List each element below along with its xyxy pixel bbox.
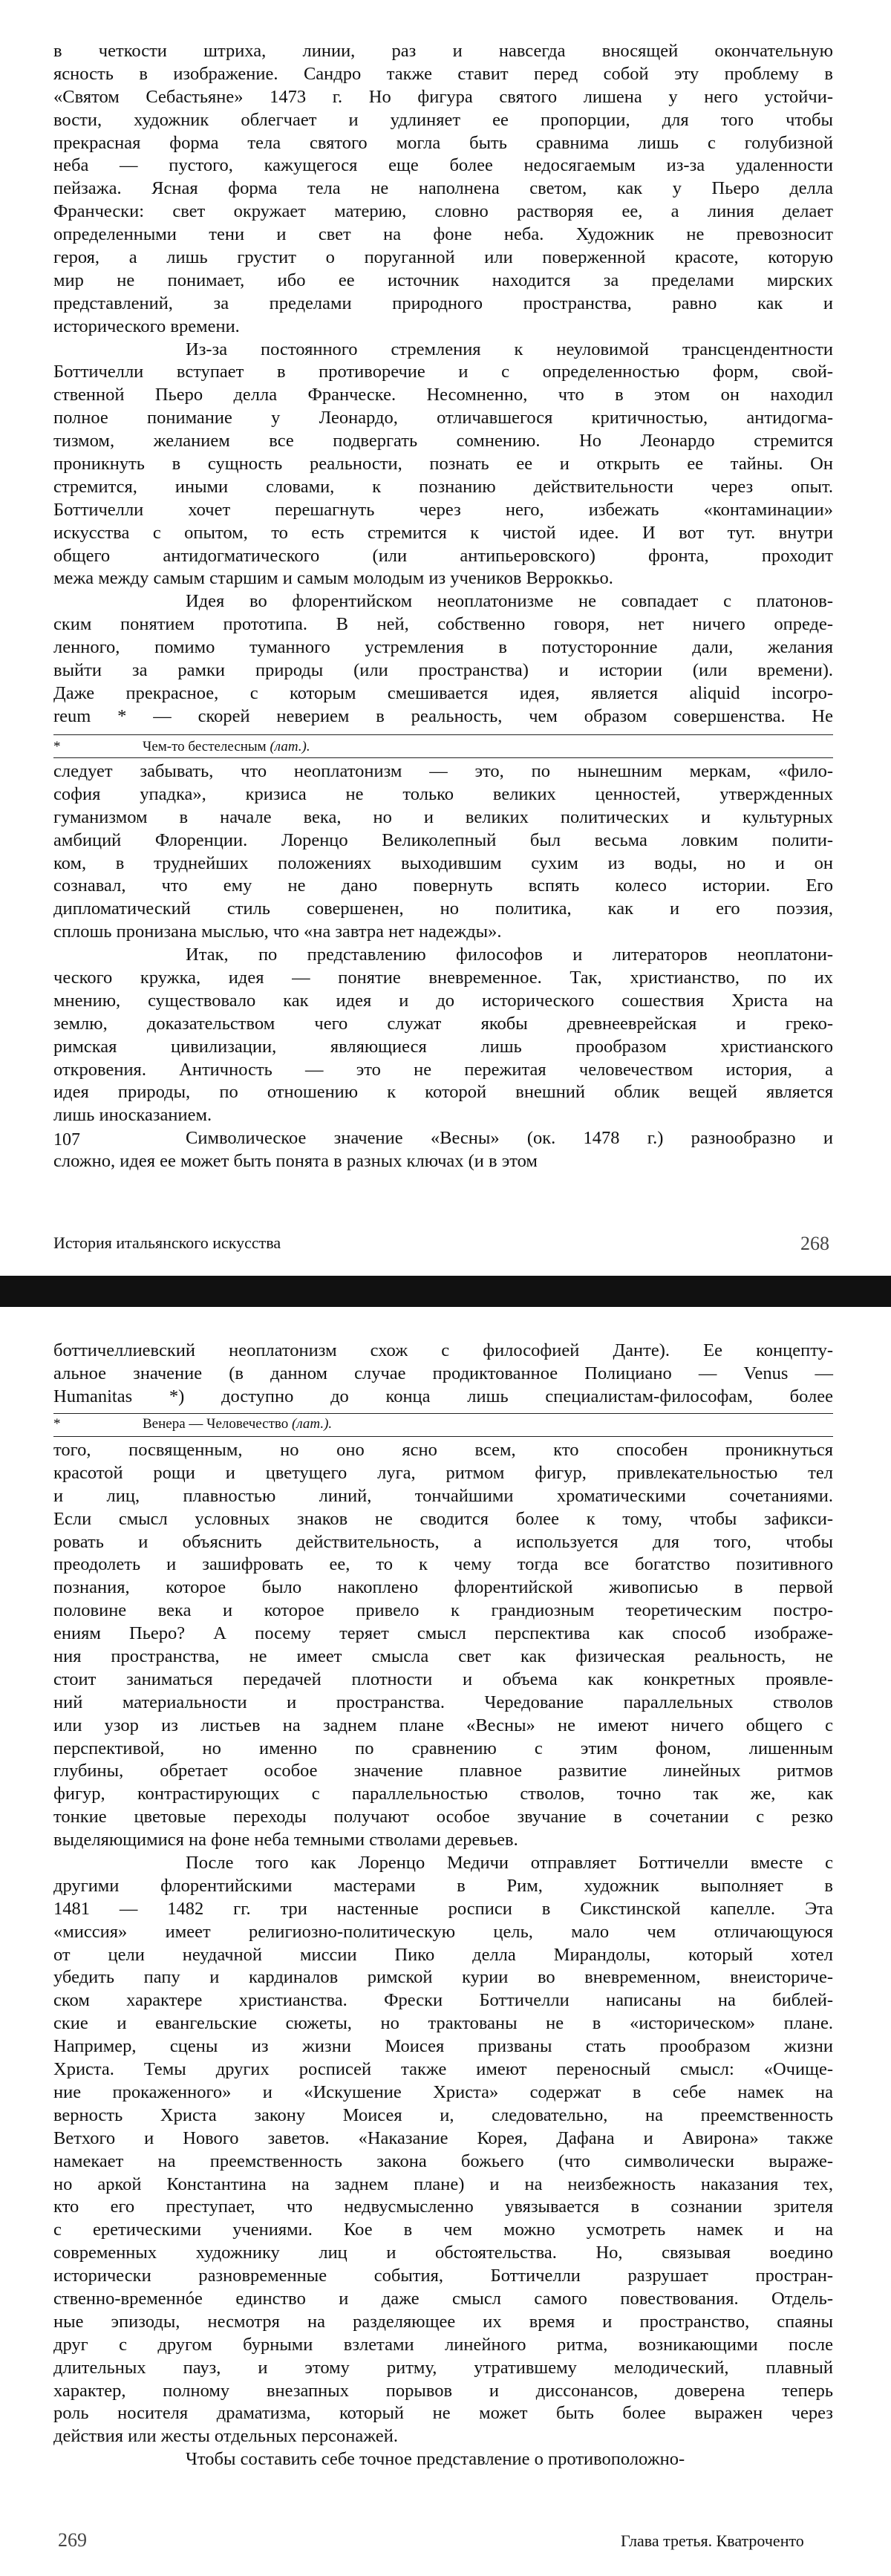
text-line: роль носителя драматизма, который не может быть более выражен через (53, 2403, 833, 2424)
text-line: но аркой Константина на заднем плане) и на неизбежность наказания тех, (53, 2174, 833, 2194)
text-line: красотой рощи и цветущего луга, ритмом фигур, привлекательностью тел (53, 1462, 833, 1483)
text-line: намекает на преемственность закона божьего (что символически выраже- (53, 2151, 833, 2171)
text-line: гуманизмом в начале века, но и великих политических и культурных (53, 806, 833, 827)
text-line: современных художнику лиц и обстоятельства. Но, связывая воедино (53, 2243, 833, 2263)
text-line: сплошь пронизана мыслью, что «на завтра нет надежды». (53, 922, 502, 942)
text-line: верность Христа закону Моисея и, следовательно, на преемственность (53, 2104, 833, 2125)
text-line: римская цивилизации, являющиеся лишь прообразом христианского (53, 1036, 833, 1057)
text-line: того, посвященным, но оно ясно всем, кто способен проникнуться (53, 1440, 833, 1460)
text-line: ния пространства, не имеет смысла свет как физическая реальность, не (53, 1646, 833, 1667)
footnote-divider (53, 757, 833, 758)
text-line: длительных пауз, и этому ритму, утратившему мелодический, плавный (53, 2357, 833, 2378)
text-line: Даже прекрасное, с которым смешивается идея, является aliquid incorpo- (53, 682, 833, 703)
text-line: представлений, за пределами природного пространства, равно как и (53, 293, 833, 313)
text-line: пейзажа. Ясная форма тела не наполнена светом, как у Пьеро делла (53, 178, 833, 199)
running-title: История итальянского искусства (53, 1233, 281, 1252)
footnote-mark: * (53, 1416, 61, 1432)
text-line: лишь иносказанием. (53, 1105, 212, 1126)
text-line: искусства с опытом, то есть стремится к чистой идее. И вот тут. внутри (53, 522, 833, 543)
page-number: 269 (58, 2529, 87, 2551)
text-line: Итак, по представлению философов и литераторов неоплатони- (186, 945, 833, 965)
text-line: друг с другом бурными взлетами линейного ритма, возникающими после (53, 2334, 833, 2355)
text-line: перспективой, но именно по сравнению с этим фоном, лишенным (53, 1738, 833, 1758)
text-line: ние прокаженного» и «Искушение Христа» содержат в себе намек на (53, 2081, 833, 2102)
footnote (53, 1415, 332, 1433)
text-line: следует забывать, что неоплатонизм — это, по нынешним меркам, «фило- (53, 761, 833, 781)
text-line: ственно-временнóе единство и даже смысл самого повествования. Отдель- (53, 2288, 833, 2309)
text-line: и лиц, плавностью линий, тончайшими хроматическими сочетаниями. (53, 1485, 833, 1506)
text-line: ные эпизоды, несмотря на разделяющее их время и пространство, спаяны (53, 2311, 833, 2332)
text-line: героя, а лишь грустит о поруганной или поверженной красоте, которую (53, 247, 833, 268)
text-line: амбиций Флоренции. Лоренцо Великолепный был весьма ловким полити- (53, 829, 833, 850)
footnote-divider (53, 1413, 833, 1414)
text-line: общего антидогматического (или антипьеровского) фронта, проходит (53, 545, 833, 566)
text-line: ком, в труднейших положениях выходившим сухим из воды, но и он (53, 852, 833, 873)
text-line: познания, которое было накоплено флорентийской живописью в первой (53, 1577, 833, 1598)
footnote-lang: (лат.). (292, 1416, 333, 1432)
text-line: мнению, существовало как идея и до исторического сошествия Христа на (53, 990, 833, 1011)
text-line: выйти за рамки природы (или пространства) и истории (или времени). (53, 660, 833, 681)
text-line: Humanitas *) доступно до конца лишь специалистам-философам, более (53, 1386, 833, 1406)
text-line: идея природы, по отношению к которой внешний облик вещей является (53, 1082, 833, 1103)
text-line: или узор из листьев на заднем плане «Весны» не имеют ничего общего с (53, 1715, 833, 1735)
footnote (53, 738, 310, 756)
text-line: Символическое значение «Весны» (ок. 1478 г.) разнообразно и (186, 1128, 833, 1149)
text-line: землю, доказательством чего служат якобы древнееврейская и греко- (53, 1013, 833, 1034)
text-line: ческого кружка, идея — понятие вневременное. Так, христианство, по их (53, 968, 833, 988)
text-line: боттичеллиевский неоплатонизм схож с философией Данте). Ее концепту- (53, 1340, 833, 1360)
text-line: 1481 — 1482 гг. три настенные росписи в Сикстинской капелле. Эта (53, 1898, 833, 1919)
text-line: сложно, идея ее может быть понята в разных ключах (и в этом (53, 1151, 538, 1172)
text-line: Например, сцены из жизни Моисея призваны стать прообразом жизни (53, 2036, 833, 2057)
text-line: выделяющимися на фоне неба темными стволами деревьев. (53, 1830, 518, 1851)
footnote-mark: * (53, 739, 61, 754)
book-page-269 (0, 1307, 891, 2576)
text-line: Ветхого и Нового заветов. «Наказание Корея, Дафана и Авирона» также (53, 2127, 833, 2148)
text-line: ленного, помимо туманного устремления в потусторонние дали, желания (53, 637, 833, 658)
text-line: Из-за постоянного стремления к неуловимой трансцендентности (186, 339, 833, 359)
text-line: исторически разновременные события, Боттичелли разрушает простран- (53, 2266, 833, 2286)
text-line: стоит заниматься передачей плотности и объема как конкретных проявле- (53, 1669, 833, 1689)
main-text-top (53, 1340, 833, 1409)
main-text-continued (53, 1439, 833, 2471)
margin-number: 107 (53, 1130, 80, 1150)
text-line: После того как Лоренцо Медичи отправляет Боттичелли вместе с (186, 1853, 833, 1874)
text-line: от цели неудачной миссии Пико делла Мирандолы, который хотел (53, 1944, 833, 1965)
text-line: характер, полному внезапных порывов и диссонансов, доверена теперь (53, 2380, 833, 2401)
page-number: 268 (800, 1233, 829, 1254)
text-line: тизмом, желанием все подвергать сомнению. Но Леонардо стремится (53, 431, 833, 451)
text-line: исторического времени. (53, 316, 240, 336)
footnote-text: Чем-то бестелесным (143, 739, 267, 754)
text-line: ском характере христианства. Фрески Боттичелли написаны на библей- (53, 1990, 833, 2011)
text-line: полное понимание у Леонардо, отличавшегося критичностью, антидогма- (53, 408, 833, 428)
text-line: межа между самым старшим и самым молодым из учеников Верроккьо. (53, 568, 613, 589)
text-line: действия или жесты отдельных персонажей. (53, 2426, 398, 2447)
text-line: Христа. Темы других росписей также имеют переносный смысл: «Очище- (53, 2059, 833, 2080)
text-line: мир не понимает, ибо ее источник находится за пределами мирских (53, 270, 833, 290)
text-line: вости, художник облегчает и удлиняет ее пропорции, для того чтобы (53, 109, 833, 130)
footnote-divider (53, 1436, 833, 1437)
text-line: тонкие цветовые переходы получают особое звучание в сочетании с резко (53, 1807, 833, 1827)
text-line: ственной Пьеро делла Франческе. Несомненно, что в этом он находил (53, 385, 833, 405)
text-line: Франчески: свет окружает материю, словно растворяя ее, а линия делает (53, 201, 833, 222)
text-line: глубины, обретает особое значение плавное развитие линейных ритмов (53, 1761, 833, 1781)
text-line: преодолеть и зашифровать ее, то к чему тогда все богатство позитивного (53, 1554, 833, 1575)
text-line: кто его преступает, что недвусмысленно увязывается в сознании зрителя (53, 2197, 833, 2217)
text-line: Боттичелли хочет перешагнуть через него, избежать «контаминации» (53, 499, 833, 520)
text-line: ровать и объяснить действительность, а используется для того, чтобы (53, 1531, 833, 1552)
text-line: Боттичелли вступает в противоречие и с определенностью форм, свой- (53, 362, 833, 382)
text-line: фигур, контрастирующих с параллельностью стволов, точно так же, как (53, 1784, 833, 1804)
text-line: прекрасная форма тела святого могла быть сравнима лишь с голубизной (53, 132, 833, 153)
text-line: «миссия» имеет религиозно-политическую цель, мало чем отличающуюся (53, 1921, 833, 1942)
text-line: Если смысл условных знаков не сводится более к тому, чтобы зафикси- (53, 1508, 833, 1529)
text-line: неба — пустого, кажущегося еще более недосягаемым из-за удаленности (53, 155, 833, 176)
text-line: сознавал, что ему не дано повернуть вспять колесо истории. Его (53, 875, 833, 896)
text-line: половине века и которое привело к грандиозным теоретическим постро- (53, 1600, 833, 1621)
footnote-lang: (лат.). (270, 739, 310, 754)
page-separator (0, 1276, 891, 1307)
text-line: стремится, иными словами, к познанию действительности через опыт. (53, 476, 833, 497)
text-line: другими флорентийскими мастерами в Рим, художник выполняет в (53, 1875, 833, 1896)
text-line: ским понятием прототипа. В ней, собственно говоря, нет ничего опреде- (53, 614, 833, 635)
text-line: в четкости штриха, линии, раз и навсегда вносящей окончательную (53, 41, 833, 61)
main-text-top (53, 40, 833, 728)
text-line: проникнуть в сущность реальности, познать ее и открыть ее тайны. Он (53, 454, 833, 475)
text-line: reum * — скорей неверием в реальность, чем образом совершенства. Не (53, 705, 833, 726)
text-line: с еретическими учениями. Кое в чем можно усмотреть намек и на (53, 2220, 833, 2240)
text-line: Идея во флорентийском неоплатонизме не совпадает с платонов- (186, 591, 833, 612)
text-line: дипломатический стиль совершенен, но политика, как и его поэзия, (53, 899, 833, 919)
footnote-divider (53, 734, 833, 735)
text-line: ениям Пьеро? А посему теряет смысл перспектива как способ изображе- (53, 1623, 833, 1644)
text-line: Чтобы составить себе точное представление о противоположно- (186, 2449, 685, 2470)
main-text-continued (53, 760, 833, 1173)
text-line: определенными тени и свет на фоне неба. Художник не превозносит (53, 224, 833, 245)
text-line: ний материальности и пространства. Чередование параллельных стволов (53, 1692, 833, 1712)
text-line: ские и евангельские сюжеты, но трактованы не в «историческом» плане. (53, 2013, 833, 2034)
text-line: ясность в изображение. Сандро также ставит перед собой эту проблему в (53, 63, 833, 84)
running-title: Глава третья. Кватроченто (621, 2531, 804, 2550)
book-page-268 (0, 0, 891, 1276)
text-line: альное значение (в данном случае продиктованное Полициано — Venus — (53, 1363, 833, 1383)
text-line: откровения. Античность — это не пережитая человечеством история, а (53, 1059, 833, 1080)
text-line: убедить папу и кардиналов римской курии во вневременном, внеисториче- (53, 1967, 833, 1988)
text-line: «Святом Себастьяне» 1473 г. Но фигура святого лишена у него устойчи- (53, 86, 833, 107)
footnote-text: Венера — Человечество (143, 1416, 289, 1432)
text-line: софия упадка», кризиса не только великих ценностей, утвержденных (53, 783, 833, 804)
